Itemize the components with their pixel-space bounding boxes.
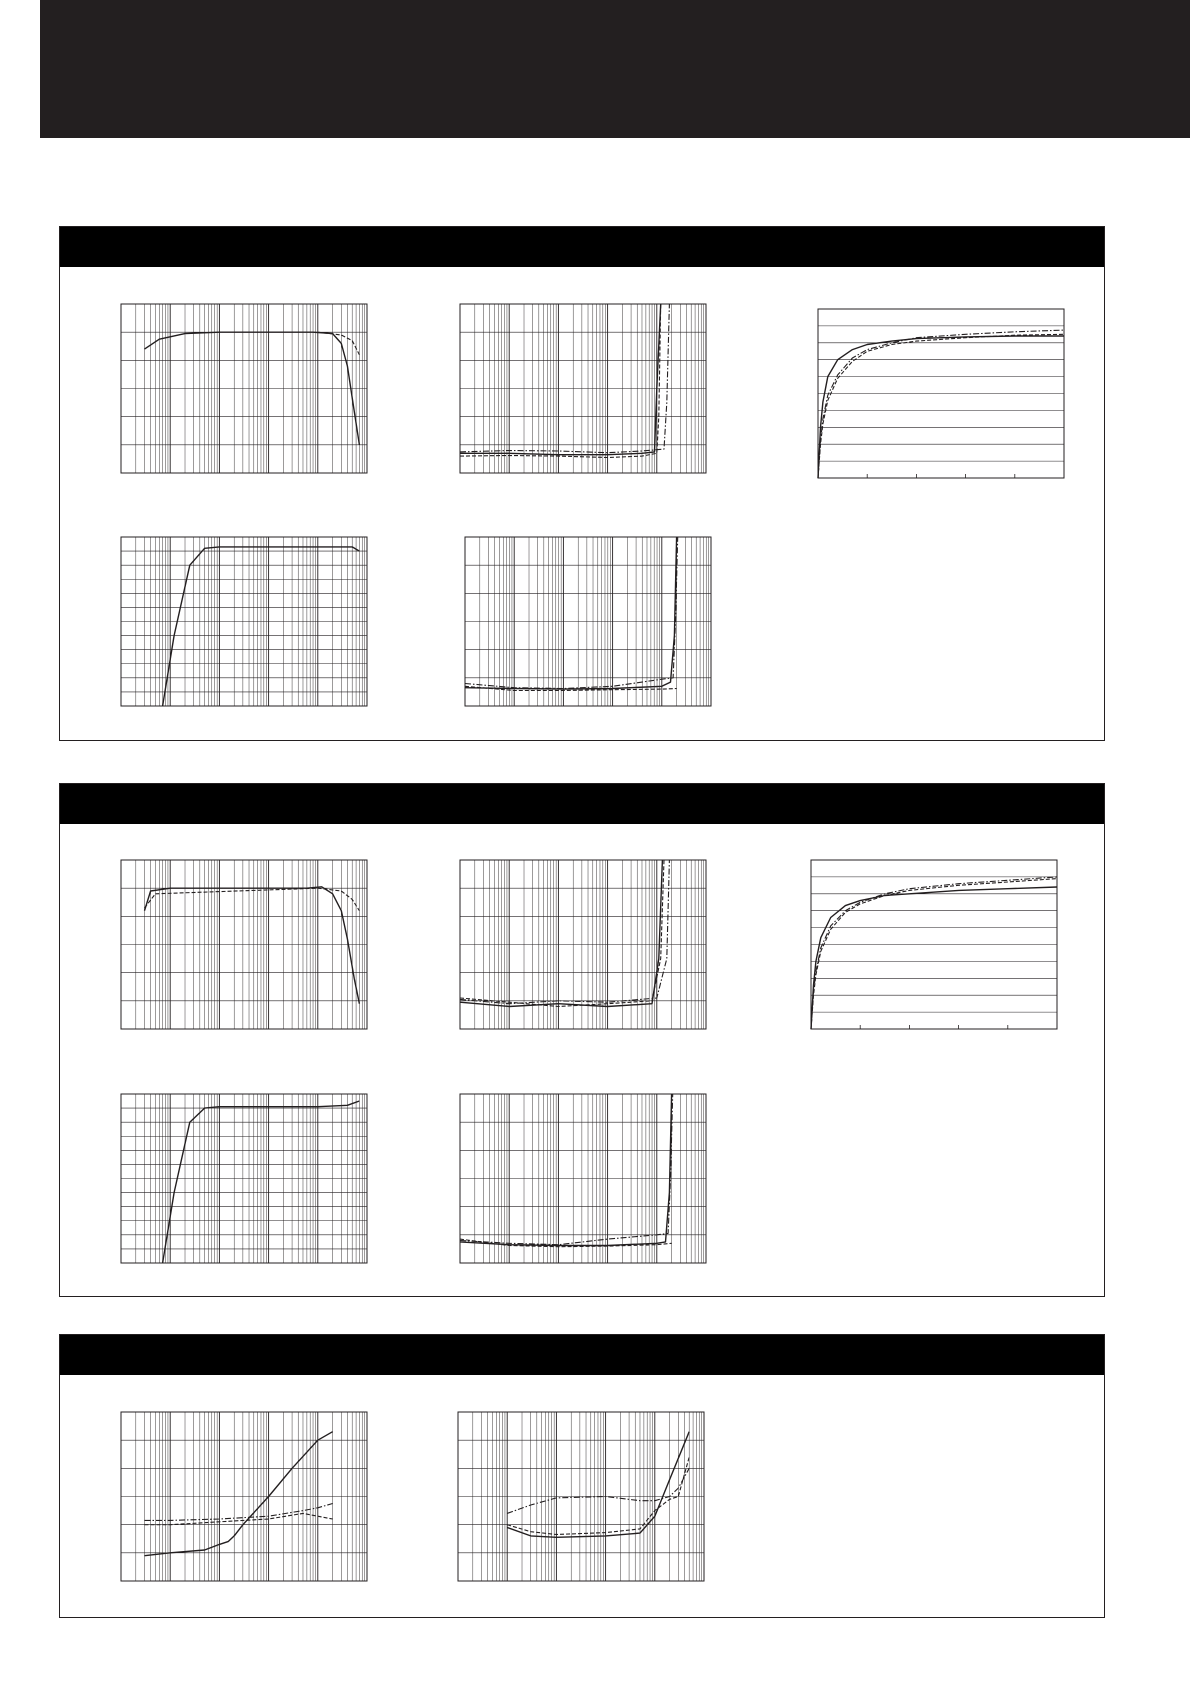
section-2-title-bar <box>60 784 1104 824</box>
chart-svg <box>121 1412 367 1581</box>
section-1-title-bar <box>60 227 1104 267</box>
chart-s3-left <box>121 1412 367 1581</box>
series-line-2 <box>145 888 360 911</box>
series-line-2 <box>460 860 664 1007</box>
series-line-3 <box>460 1094 673 1245</box>
chart-svg <box>458 1412 704 1581</box>
chart-s2-bot-left <box>121 1094 367 1263</box>
series-line-2 <box>145 1513 333 1524</box>
series-line-3 <box>145 1504 333 1521</box>
chart-s1-top-left <box>121 304 367 473</box>
chart-svg <box>460 860 706 1029</box>
series-line-1 <box>811 887 1057 1029</box>
section-3-title-bar <box>60 1335 1104 1375</box>
series-line-1 <box>460 860 662 1007</box>
series-line-2 <box>318 332 360 355</box>
chart-svg <box>811 860 1057 1029</box>
series-line-1 <box>460 1094 672 1246</box>
series-line-1 <box>145 1432 333 1556</box>
chart-s1-top-mid <box>460 304 706 473</box>
chart-s3-mid <box>458 1412 704 1581</box>
chart-svg <box>121 304 367 473</box>
chart-svg <box>818 309 1064 478</box>
series-line-1 <box>818 336 1064 478</box>
series-line-1 <box>145 887 360 1004</box>
series-line-3 <box>460 860 669 1004</box>
chart-s2-top-mid <box>460 860 706 1029</box>
chart-grid <box>121 1412 367 1581</box>
chart-svg <box>121 1094 367 1263</box>
series-line-2 <box>811 879 1057 1029</box>
chart-grid <box>811 860 1057 1029</box>
chart-grid <box>121 304 367 473</box>
chart-grid <box>121 1094 367 1263</box>
chart-svg <box>121 860 367 1029</box>
chart-s1-top-right <box>818 309 1064 478</box>
chart-grid <box>121 537 367 706</box>
header-banner <box>40 0 1190 138</box>
chart-grid <box>458 1412 704 1581</box>
series-line-1 <box>465 537 677 689</box>
chart-grid <box>121 860 367 1029</box>
chart-svg <box>465 537 711 706</box>
series-line-3 <box>460 304 669 453</box>
series-line-3 <box>465 537 678 689</box>
chart-s1-bot-left <box>121 537 367 706</box>
series-line-3 <box>818 330 1064 478</box>
chart-grid <box>818 309 1064 478</box>
series-line-3 <box>811 877 1057 1029</box>
chart-s2-top-right <box>811 860 1057 1029</box>
series-line-2 <box>818 334 1064 478</box>
chart-s2-top-left <box>121 860 367 1029</box>
chart-svg <box>460 1094 706 1263</box>
chart-s1-bot-mid <box>465 537 711 706</box>
chart-svg <box>121 537 367 706</box>
chart-s2-bot-mid <box>460 1094 706 1263</box>
series-line-1 <box>460 304 661 455</box>
chart-svg <box>460 304 706 473</box>
series-line-2 <box>460 304 661 458</box>
